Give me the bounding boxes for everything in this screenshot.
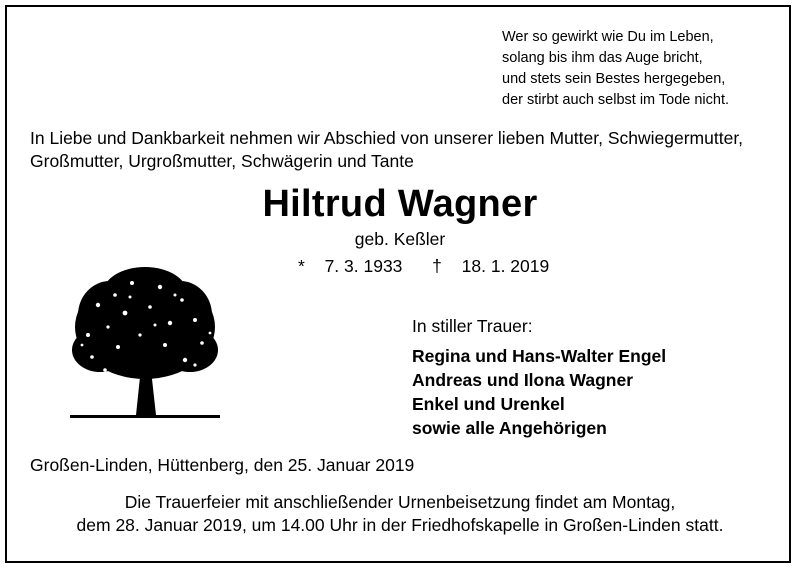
mourning-label: In stiller Trauer: (412, 316, 533, 336)
mourner-line: Enkel und Urenkel (412, 394, 565, 414)
mourner-line: sowie alle Angehörigen (412, 418, 607, 438)
poem (502, 27, 729, 111)
death-date: 18. 1. 2019 (461, 256, 550, 276)
poem-line: und stets sein Bestes hergegeben, (502, 71, 726, 87)
service-line: Die Trauerfeier mit anschließender Urnenbeisetzung findet am Montag, (124, 492, 676, 512)
poem-line: der stirbt auch selbst im Tode nicht. (502, 92, 730, 108)
intro-line: Großmutter, Urgroßmutter, Schwägerin und Tante (30, 151, 414, 171)
birth-date: 7. 3. 1933 (324, 256, 403, 276)
life-dates (298, 256, 549, 277)
intro-text (30, 127, 743, 173)
poem-line: solang bis ihm das Auge bricht, (502, 50, 703, 66)
service-info (0, 491, 800, 537)
mourners-list (412, 344, 666, 440)
place-date: Großen-Linden, Hüttenberg, den 25. Januar 2019 (30, 455, 415, 475)
deceased-name: Hiltrud Wagner (262, 183, 538, 225)
service-line: dem 28. Januar 2019, um 14.00 Uhr in der Friedhofskapelle in Großen-Linden statt. (76, 515, 724, 535)
intro-line: In Liebe und Dankbarkeit nehmen wir Abschied von unserer lieben Mutter, Schwiegermutter, (30, 128, 744, 148)
death-symbol: † (432, 256, 442, 276)
maiden-name: geb. Keßler (354, 229, 446, 249)
poem-line: Wer so gewirkt wie Du im Leben, (502, 29, 714, 45)
mourner-line: Regina und Hans-Walter Engel (412, 346, 667, 366)
birth-symbol: * (298, 256, 305, 276)
tree-icon (70, 265, 220, 420)
mourner-line: Andreas und Ilona Wagner (412, 370, 634, 390)
